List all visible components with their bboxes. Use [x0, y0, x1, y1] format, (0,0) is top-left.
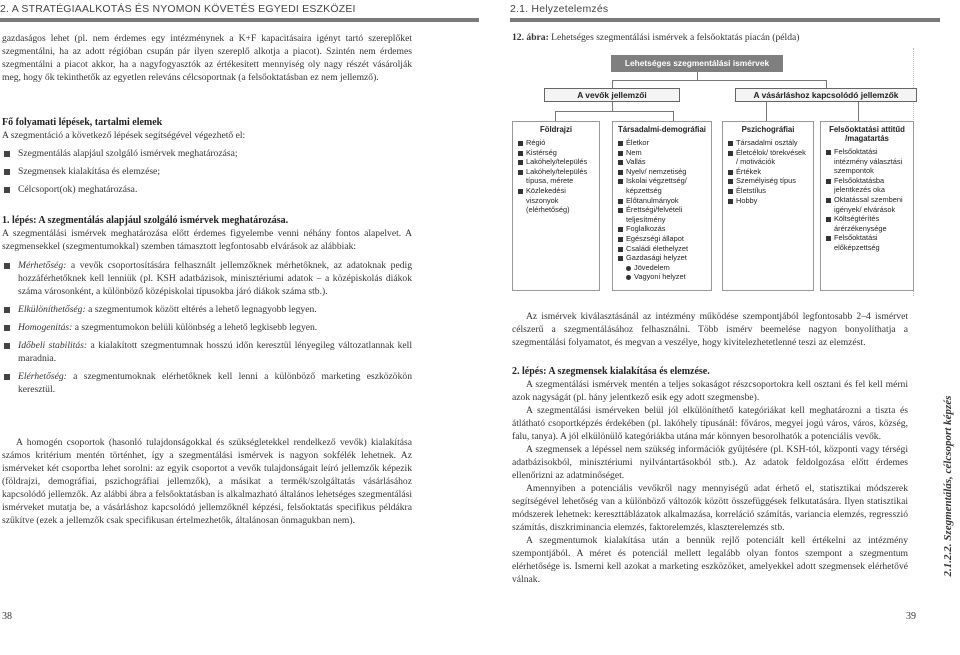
- criterion-text: a szegmentumoknak elérhetőknek kell lenni a különböző marketing eszközökön keresztül.: [18, 371, 412, 395]
- category-title: Pszichográfiai: [741, 125, 795, 134]
- category-item: Lakóhely/település típusa, mérete: [517, 167, 595, 186]
- category-item: Személyiség típus: [727, 176, 809, 186]
- step2-paragraph: A szegmentálási ismérveken belül jól elkülöníthető kategóriákat kell meghatározni a tiszta és átlátható csoportképzés érdekében (pl. lakóhely típusánál: főváros, megyei jogú város, város, község, falu, tanya). A jól elkülönülő kategóriákba utána már könnyen besorolhatók a potenciális vevők.: [512, 405, 908, 442]
- steps-list: [2, 147, 412, 196]
- step2-paragraph: A szegmentálási ismérvek mentén a teljes sokaságot részcsoportokra kell osztani és fel kell mérni azok nagyságát (pl. hány jelentkező esik egy adott szegmensbe).: [512, 379, 908, 403]
- criterion-text: a szegmentumok között eltérés a lehető legnagyobb legyen.: [85, 304, 317, 315]
- criteria-list: [2, 259, 412, 396]
- criterion-term: Elérhetőség:: [18, 371, 67, 382]
- category-sociodemographic: [612, 121, 712, 291]
- branch-customer-box: A vevők jellemzői: [544, 88, 680, 102]
- category-item: Gazdasági helyzet: [617, 253, 707, 263]
- category-item: Közlekedési viszonyok (elérhetőség): [517, 186, 595, 215]
- after-figure-paragraph: Az ismérvek kiválasztásánál az intézmény működése szempontjából legfontosabb 2–4 ismérvet célszerű a szegmentálásához felhasználni. Több ismérv beemelése nagyon bonyolíthatja a szegmentálási folyamatot, és megvan a veszélye, hogy kivitelezhetetlenné teszi az elemzést.: [512, 311, 908, 348]
- criterion-text: a szegmentumokon belüli különbség a lehető legkisebb legyen.: [72, 322, 318, 333]
- figure-caption: [512, 32, 799, 43]
- criterion-item: [2, 321, 412, 334]
- step-item: Szegmensek kialakítása és elemzése;: [2, 165, 412, 178]
- category-item: Foglalkozás: [617, 224, 707, 234]
- criterion-item: [2, 370, 412, 396]
- criterion-item: [2, 259, 412, 298]
- category-item: Régió: [517, 138, 595, 148]
- process-section: [2, 116, 412, 196]
- category-item: Felsőoktatási intézmény választási szempontok: [825, 147, 909, 176]
- step2-paragraph: A szegmensek a lépéssel nem szükség információk gyűjtésére (pl. KSH-tól, központi vagy térségi adatbázisokból, minisztériumi nyilvántartásokból stb.). Az adatok feldolgozása előtt érdemes ellenőrizni az adatminőséget.: [512, 444, 908, 481]
- category-geographic: [512, 121, 600, 291]
- header-rule-left: [0, 18, 479, 22]
- connector-line: [766, 102, 767, 121]
- connector-line: [612, 80, 826, 81]
- category-item: Életkor: [617, 138, 707, 148]
- category-list: [617, 138, 707, 282]
- connector-line: [555, 111, 673, 112]
- connector-line: [612, 80, 613, 88]
- homogen-text-block: [2, 436, 412, 527]
- homogen-paragraph: A homogén csoportok (hasonló tulajdonságokkal és szükségletekkel rendelkező vevők) kialakítása számos kritérium mentén történhet, így a szegmentálási ismérvek is nagyon sokfélék lehetnek. Az ismérveket két csoportba lehet sorolni: az egyik csoportot a vevők tulajdonságait leíró jellemzők képezik (földrajzi, demográfiai, pszichográfiai jellemzők), a másikat a termék/szolgáltatás vásárlásához kapcsolódó jellemzők. Az alábbi ábra a felsőoktatásban is alkalmazható általános lehetséges szegmentálási ismérveket mutatja be, a vásárláshoz kapcsolódó jellemzőknél képzési, felsőoktatás specifikus példákra szűkítve (ezek a jellemzők csak specifikusan értelmezhetők, általánosan önmagukban nem).: [2, 437, 412, 526]
- connector-line: [673, 111, 674, 121]
- category-item: Kistérség: [517, 148, 595, 158]
- step-item: Célcsoport(ok) meghatározása.: [2, 183, 412, 196]
- category-item: Iskolai végzettség/ képzettség: [617, 176, 707, 195]
- connector-line: [826, 80, 827, 88]
- connector-line: [612, 102, 613, 111]
- category-item: Családi élethelyzet: [617, 244, 707, 254]
- criterion-item: [2, 339, 412, 365]
- figure-caption-text: Lehetséges szegmentálási ismérvek a felsőoktatás piacán (példa): [548, 32, 800, 43]
- criterion-text: a vevők csoportosítására felhasznált jellemzőknek mérhetőknek, az adatoknak pedig hozzáférhetőknek kell lenniük (pl. KSH adatbázisok, minisztériumi adatok – a középiskolás diákok száma városonként, a különböző középiskolai típusokba járó diákok száma stb.).: [18, 260, 412, 297]
- side-section-label: [936, 370, 956, 610]
- section-title: Fő folyamati lépések, tartalmi elemek: [2, 117, 163, 128]
- intro-paragraph: gazdaságos lehet (pl. nem érdemes egy intézménynek a K+F kapacitásaira igényt tartó szereplőket szegmentálni, ha az adott régióban csupán pár ilyen szereplő alkotja a piacot). Szintén nem érdemes szegmentálni a piacot akkor, ha a nagyfogyasztók az értékesített mennyiség oly nagy részét vásárolják meg, hogy ők tekinthetők az egyetlen releváns célcsoportnak (a felsőoktatásban ez nem jellemző).: [2, 33, 412, 83]
- category-title: Földrajzi: [539, 125, 573, 134]
- step1-title: 1. lépés: A szegmentálás alapjául szolgáló ismérvek meghatározása.: [2, 215, 289, 226]
- category-item: Felsőoktatásba jelentkezés oka: [825, 176, 909, 195]
- side-section-label-text: 2.1.2.2. Szegmentálás, célcsoport képzés: [942, 395, 954, 577]
- after-figure-block: [512, 310, 908, 349]
- category-higher-ed-attitude: [820, 121, 914, 291]
- step1-paragraph: A szegmentálási ismérvek meghatározása előtt érdemes figyelembe venni néhány fontos alapelvet. A szegmensekkel (szegmentumokkal) szemben támasztott legfontosabb elvárások az alábbiak:: [2, 228, 412, 252]
- criterion-term: Homogenitás:: [18, 322, 73, 333]
- connector-line: [555, 111, 556, 121]
- criterion-term: Mérhetőség:: [18, 260, 67, 271]
- category-item: Vallás: [617, 157, 707, 167]
- intro-text-block: [2, 32, 412, 84]
- category-list: [727, 138, 809, 205]
- criterion-item: [2, 303, 412, 316]
- step-item: Szegmentálás alapjául szolgáló ismérvek meghatározása;: [2, 147, 412, 160]
- running-head-right: 2.1. Helyzetelemzés: [510, 3, 609, 15]
- category-item: Hobby: [727, 196, 809, 206]
- category-item: Lakóhely/település: [517, 157, 595, 167]
- category-title: Felsőoktatási attitűd /magatartás: [829, 125, 905, 143]
- category-item: Életstílus: [727, 186, 809, 196]
- category-psychographic: [722, 121, 814, 291]
- category-item: Felsőoktatási előképzettség: [825, 233, 909, 252]
- step2-section: [512, 365, 908, 586]
- category-subitem: Jövedelem: [617, 263, 707, 273]
- category-item: Társadalmi osztály: [727, 138, 809, 148]
- step2-title: 2. lépés: A szegmensek kialakítása és elemzése.: [512, 366, 710, 377]
- connector-line: [858, 102, 859, 121]
- criterion-text: a kialakított szegmentumnak hosszú időn keresztül lényegileg változatlannak kell maradnia.: [18, 340, 412, 364]
- branch-purchase-box: A vásárláshoz kapcsolódó jellemzők: [735, 88, 917, 102]
- category-item: Nyelv/ nemzetiség: [617, 167, 707, 177]
- category-item: Előtanulmányok: [617, 196, 707, 206]
- category-list: [517, 138, 595, 215]
- category-list: [825, 147, 909, 253]
- category-item: Életcélok/ törekvések / motivációk: [727, 148, 809, 167]
- criterion-term: Elkülöníthetőség:: [18, 304, 86, 315]
- category-item: Értékek: [727, 167, 809, 177]
- category-item: Nem: [617, 148, 707, 158]
- connector-line: [697, 72, 698, 80]
- category-item: Költségtérítés árérzékenysége: [825, 214, 909, 233]
- step1-section: [2, 214, 412, 396]
- figure-top-box: Lehetséges szegmentálási ismérvek: [611, 55, 783, 72]
- criterion-term: Időbeli stabilitás:: [18, 340, 88, 351]
- category-subitem: Vagyoni helyzet: [617, 272, 707, 282]
- page-number-left: 38: [2, 611, 12, 622]
- page-number-right: 39: [906, 611, 916, 622]
- step2-paragraph: A szegmentumok kialakítása után a bennük rejlő potenciált kell értékelni az intézmény szempontjából. A méret és potenciál mellett legalább olyan fontos szempont a szegmentum elérhetősége is. Ismerni kell azokat a marketing eszközöket, amelyekkel adott szegmensek elérhetővé válnak.: [512, 535, 908, 585]
- header-rule-right: [510, 18, 940, 22]
- category-title: Társadalmi-demográfiai: [618, 125, 706, 134]
- figure-label: 12. ábra:: [512, 32, 549, 43]
- category-item: Érettségi/felvételi teljesítmény: [617, 205, 707, 224]
- category-item: Egészségi állapot: [617, 234, 707, 244]
- running-head-left: 2. A STRATÉGIAALKOTÁS ÉS NYOMON KÖVETÉS EGYEDI ESZKÖZEI: [0, 3, 356, 15]
- section-lead: A szegmentáció a következő lépések segítségével végezhető el:: [2, 130, 246, 141]
- category-item: Oktatással szembeni igények/ elvárások: [825, 195, 909, 214]
- step2-paragraph: Amennyiben a potenciális vevőkről nagy mennyiségű adat érhető el, statisztikai módszerek segítségével lehetőség van a különböző változók között összefüggések felkutatására. Ilyen statisztikai módszerek lehetnek: kereszttáblázatok alkalmazása, korreláció számítás, variancia elemzés, regresszió számítás, diszkriminancia elemzés, faktorelemzés, klaszterelemzés stb.: [512, 483, 908, 533]
